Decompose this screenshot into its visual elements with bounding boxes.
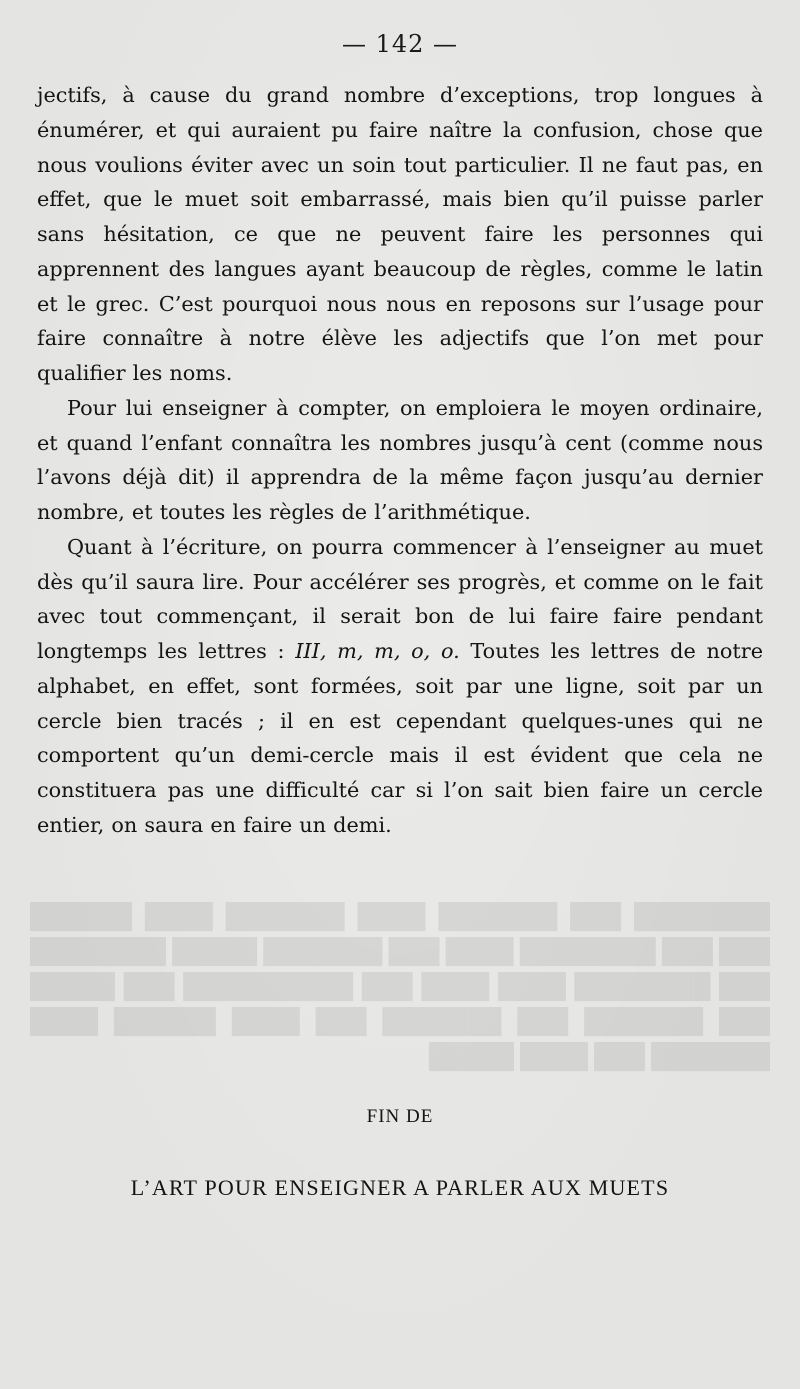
closing-title: L’ART POUR ENSEIGNER A PARLER AUX MUETS xyxy=(130,1175,670,1200)
paragraph-3-before: Quant à l’écriture, on pourra commencer à l’enseigner au muet dès qu’il saura lire. Pour accélérer ses progrès, et comme on le fait avec tout commençant, il serait bon de lui faire faire pendant longtemps les lettres : xyxy=(37,534,763,663)
letter-examples: III, m, m, o, o. xyxy=(295,639,460,663)
paragraph-3 xyxy=(37,530,763,843)
paragraph-1: jectifs, à cause du grand nombre d’exceptions, trop longues à énumérer, et qui auraient pu faire naître la confusion, chose que nous voulions éviter avec un soin tout particulier. Il ne faut pas, en effet, que le muet soit embarrassé, mais bien qu’il puisse parler sans hésitation, ce que ne peuvent faire les personnes qui apprennent des langues ayant beaucoup de règles, comme le latin et le grec. C’est pourquoi nous nous en reposons sur l’usage pour faire connaître à notre élève les adjectifs que l’on met pour qualifier les noms. xyxy=(37,83,763,385)
paragraph-3-after: Toutes les lettres de notre alphabet, en effet, sont formées, soit par une ligne, soit par un cercle bien tracés ; il en est cependant quelques-unes qui ne comportent qu’un demi-cercle mais il est évident que cela ne constituera pas une difficulté car si l’on sait bien faire un cercle entier, on saura en faire un demi. xyxy=(37,639,763,837)
fin-de-label: FIN DE xyxy=(366,1106,434,1127)
show-through-texture: ████████ ███ ███████ ████ ███████ ████ ██████ ███ ███ ████████ ████ ███ ███████ █████ ████████ ███ ████████ ████ ████ ███ ██████████ ███ █████ ███ ███████ ███ ███████ ███ ████ ██████ ████ ███████ ███ ████ █████ xyxy=(30,904,770,1070)
body-text xyxy=(37,78,763,843)
page-number: — 142 — xyxy=(341,30,459,58)
paragraph-2: Pour lui enseigner à compter, on emploiera le moyen ordinaire, et quand l’enfant connaîtra les nombres jusqu’à cent (comme nous l’avons déjà dit) il apprendra de la même façon jusqu’au dernier nombre, et toutes les règles de l’arithmétique. xyxy=(37,395,763,524)
